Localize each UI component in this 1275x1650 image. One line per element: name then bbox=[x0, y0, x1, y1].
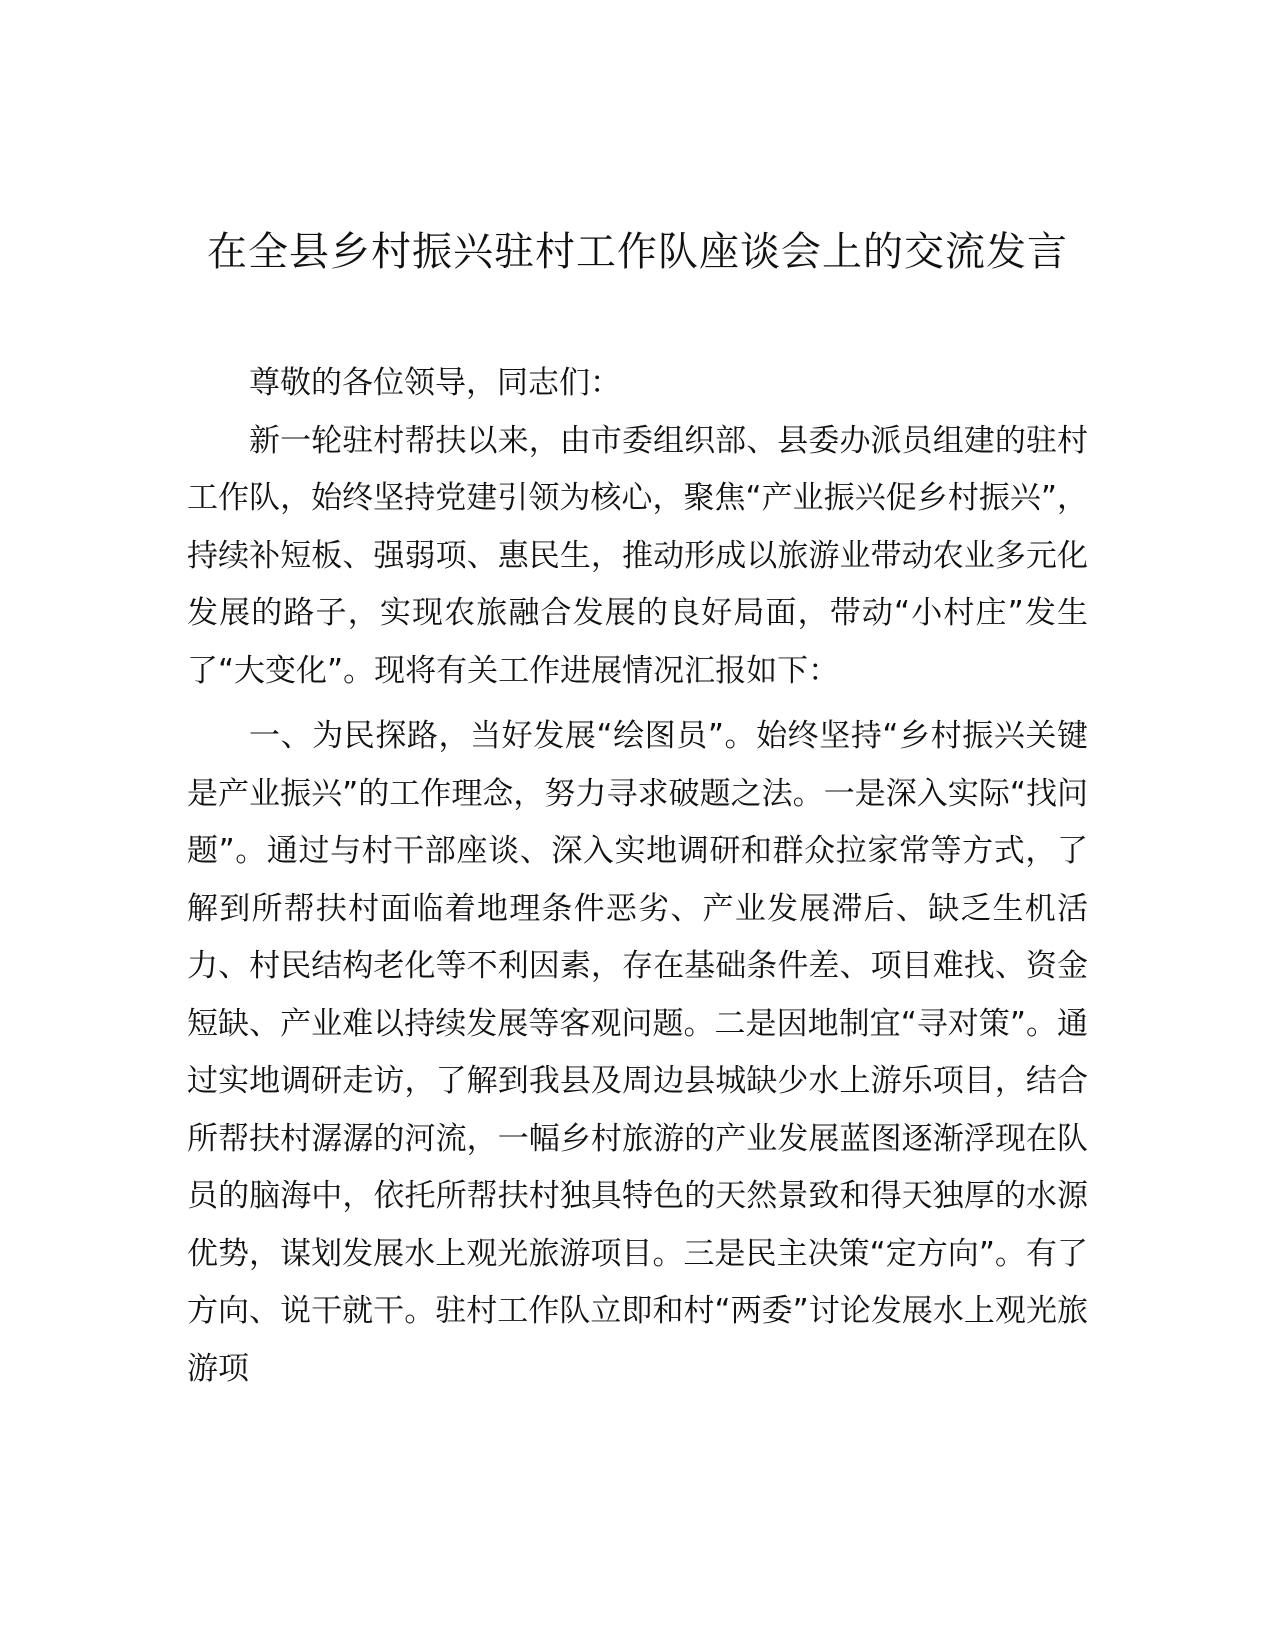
section-one-paragraph: 一、为民探路，当好发展“绘图员”。始终坚持“乡村振兴关键是产业振兴”的工作理念，努力寻求破题之法。一是深入实际“找问题”。通过与村干部座谈、深入实地调研和群众拉家常等方式，了解到所帮扶村面临着地理条件恶劣、产业发展滞后、缺乏生机活力、村民结构老化等不利因素，存在基础条件差、项目难找、资金短缺、产业难以持续发展等客观问题。二是因地制宜“寻对策”。通过实地调研走访，了解到我县及周边县城缺少水上游乐项目，结合所帮扶村潺潺的河流，一幅乡村旅游的产业发展蓝图逐渐浮现在队员的脑海中，依托所帮扶村独具特色的天然景致和得天独厚的水源优势，谋划发展水上观光旅游项目。三是民主决策“定方向”。有了方向、说干就干。驻村工作队立即和村“两委”讨论发展水上观光旅游项 bbox=[187, 718, 1088, 1387]
salutation-paragraph: 尊敬的各位领导，同志们： bbox=[249, 365, 621, 401]
intro-paragraph: 新一轮驻村帮扶以来，由市委组织部、县委办派员组建的驻村工作队，始终坚持党建引领为核心，聚焦“产业振兴促乡村振兴”，持续补短板、强弱项、惠民生，推动形成以旅游业带动农业多元化发展的路子，实现农旅融合发展的良好局面，带动“小村庄”发生了“大变化”。现将有关工作进展情况汇报如下： bbox=[187, 422, 1088, 689]
document-title: 在全县乡村振兴驻村工作队座谈会上的交流发言 bbox=[207, 229, 1068, 275]
document-body bbox=[187, 355, 1088, 1398]
